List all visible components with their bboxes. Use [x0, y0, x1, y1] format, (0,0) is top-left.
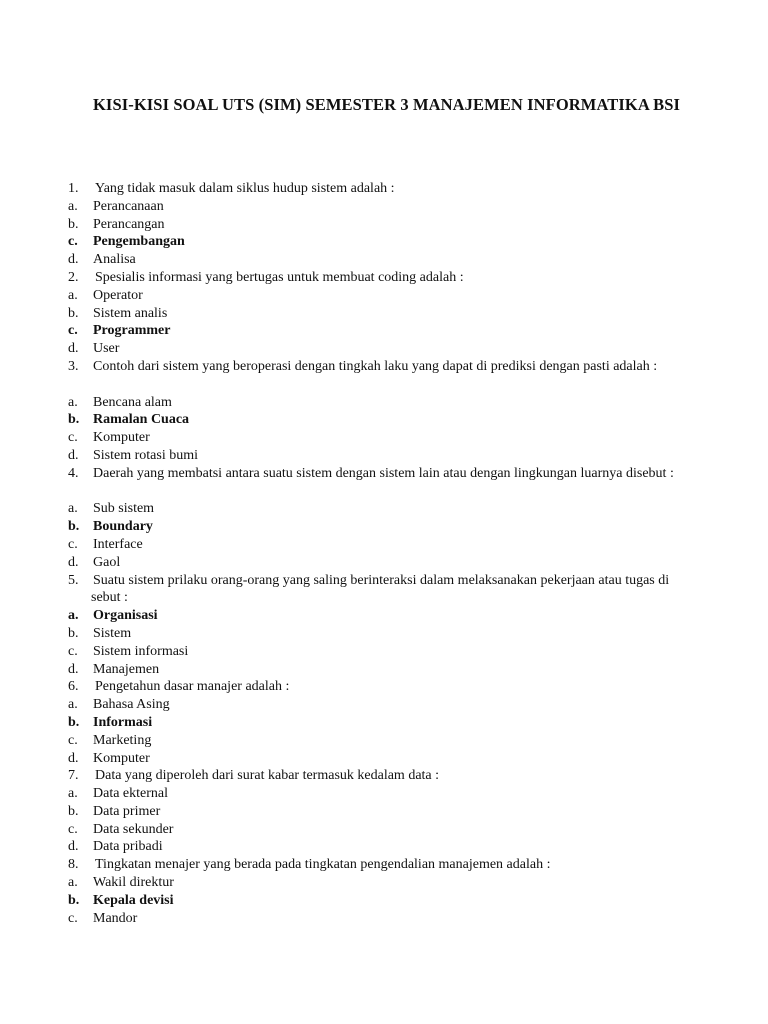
option-4d	[0, 554, 768, 572]
option-letter: d.	[68, 252, 79, 268]
option-6a	[0, 696, 768, 714]
question-text: Yang tidak masuk dalam siklus hudup sistem adalah :	[95, 181, 395, 196]
option-letter: a.	[68, 697, 78, 713]
option-7d	[0, 838, 768, 856]
option-letter: c.	[68, 643, 78, 659]
option-letter: a.	[68, 786, 78, 802]
option-5a-answer	[0, 607, 768, 625]
option-letter: a.	[68, 501, 78, 517]
option-text: Mandor	[93, 910, 138, 926]
option-letter: a.	[68, 608, 79, 624]
option-text: Informasi	[93, 714, 153, 730]
option-7c	[0, 821, 768, 839]
option-letter: d.	[68, 447, 79, 463]
question-number: 4.	[68, 465, 79, 481]
option-letter: d.	[68, 554, 79, 570]
option-text: Perancangan	[93, 216, 165, 232]
question-5	[0, 572, 768, 608]
option-text: Sistem	[93, 625, 132, 641]
option-letter: b.	[68, 714, 80, 730]
option-3d	[0, 447, 768, 465]
option-text: Interface	[93, 536, 143, 552]
option-7b	[0, 803, 768, 821]
question-8	[0, 856, 768, 874]
option-2b	[0, 305, 768, 323]
question-4	[0, 465, 768, 501]
option-letter: d.	[68, 839, 79, 855]
option-1a	[0, 198, 768, 216]
question-3	[0, 358, 768, 394]
option-text: Boundary	[93, 519, 153, 535]
option-4b-answer	[0, 518, 768, 536]
question-list	[0, 180, 768, 927]
option-letter: c.	[68, 323, 78, 339]
option-3a	[0, 394, 768, 412]
option-3b-answer	[0, 411, 768, 429]
option-letter: d.	[68, 750, 79, 766]
option-text: Bencana alam	[93, 394, 172, 410]
question-text: Contoh dari sistem yang beroperasi dengan tingkah laku yang dapat di prediksi dengan pasti adalah :	[93, 358, 658, 374]
option-text: Analisa	[93, 252, 136, 268]
option-text: Kepala devisi	[93, 892, 174, 908]
option-text: Wakil direktur	[93, 875, 174, 891]
option-text: Sistem informasi	[93, 643, 189, 659]
option-letter: a.	[68, 198, 78, 214]
option-2d	[0, 340, 768, 358]
question-1	[0, 180, 768, 198]
question-text: Pengetahun dasar manajer adalah :	[95, 679, 290, 695]
option-text: Data sekunder	[93, 821, 174, 837]
question-2	[0, 269, 768, 287]
option-8b-answer	[0, 892, 768, 910]
question-number: 8.	[68, 857, 79, 873]
option-text: User	[93, 341, 120, 357]
question-number: 1.	[68, 181, 79, 196]
question-text: Suatu sistem prilaku orang-orang yang saling berinteraksi dalam melaksanakan pekerjaan atau tugas di sebut :	[91, 572, 670, 606]
option-3c	[0, 429, 768, 447]
option-letter: b.	[68, 625, 79, 641]
option-6d	[0, 750, 768, 768]
question-text: Data yang diperoleh dari surat kabar termasuk kedalam data :	[95, 768, 440, 784]
question-number: 6.	[68, 679, 79, 695]
option-6c	[0, 732, 768, 750]
option-5b	[0, 625, 768, 643]
option-text: Sub sistem	[93, 501, 155, 517]
option-2c-answer	[0, 322, 768, 340]
option-letter: b.	[68, 803, 79, 819]
option-letter: c.	[68, 536, 78, 552]
option-1c-answer	[0, 233, 768, 251]
question-number: 5.	[68, 572, 79, 588]
option-letter: d.	[68, 341, 79, 357]
option-letter: a.	[68, 875, 78, 891]
option-text: Ramalan Cuaca	[93, 412, 190, 428]
option-1d	[0, 251, 768, 269]
option-5c	[0, 643, 768, 661]
option-letter: a.	[68, 394, 78, 410]
question-number: 2.	[68, 269, 79, 285]
option-letter: a.	[68, 287, 78, 303]
question-text: Tingkatan menajer yang berada pada tingkatan pengendalian manajemen adalah :	[95, 857, 551, 873]
option-text: Perancanaan	[93, 198, 164, 214]
question-number: 3.	[68, 358, 79, 374]
document-title: KISI-KISI SOAL UTS (SIM) SEMESTER 3 MANAJEMEN INFORMATIKA BSI	[93, 95, 681, 114]
option-text: Sistem rotasi bumi	[93, 447, 198, 463]
option-text: Data ekternal	[93, 786, 169, 802]
option-letter: b.	[68, 412, 80, 428]
option-1b	[0, 216, 768, 234]
option-letter: c.	[68, 234, 78, 250]
option-text: Manajemen	[93, 661, 160, 677]
option-letter: b.	[68, 305, 79, 321]
option-7a	[0, 785, 768, 803]
option-text: Organisasi	[93, 608, 158, 624]
option-text: Sistem analis	[93, 305, 168, 321]
option-letter: c.	[68, 732, 78, 748]
option-6b-answer	[0, 714, 768, 732]
option-4a	[0, 500, 768, 518]
option-text: Komputer	[93, 430, 150, 446]
option-text: Bahasa Asing	[93, 697, 170, 713]
option-8a	[0, 874, 768, 892]
question-6	[0, 678, 768, 696]
option-letter: b.	[68, 216, 79, 232]
option-letter: d.	[68, 661, 79, 677]
option-letter: c.	[68, 430, 78, 446]
option-letter: c.	[68, 821, 78, 837]
question-7	[0, 767, 768, 785]
question-text: Spesialis informasi yang bertugas untuk membuat coding adalah :	[95, 269, 464, 285]
option-text: Komputer	[93, 750, 150, 766]
question-number: 7.	[68, 768, 79, 784]
option-letter: c.	[68, 910, 78, 926]
option-text: Pengembangan	[93, 234, 185, 250]
option-text: Marketing	[93, 732, 152, 748]
option-letter: b.	[68, 519, 80, 535]
option-8c	[0, 910, 768, 928]
option-text: Gaol	[93, 554, 121, 570]
option-text: Operator	[93, 287, 143, 303]
option-letter: b.	[68, 892, 80, 908]
option-2a	[0, 287, 768, 305]
option-text: Programmer	[93, 323, 171, 339]
option-text: Data pribadi	[93, 839, 163, 855]
option-text: Data primer	[93, 803, 161, 819]
option-4c	[0, 536, 768, 554]
option-5d	[0, 661, 768, 679]
question-text: Daerah yang membatsi antara suatu sistem dengan sistem lain atau dengan lingkungan luarnya disebut :	[93, 465, 674, 481]
